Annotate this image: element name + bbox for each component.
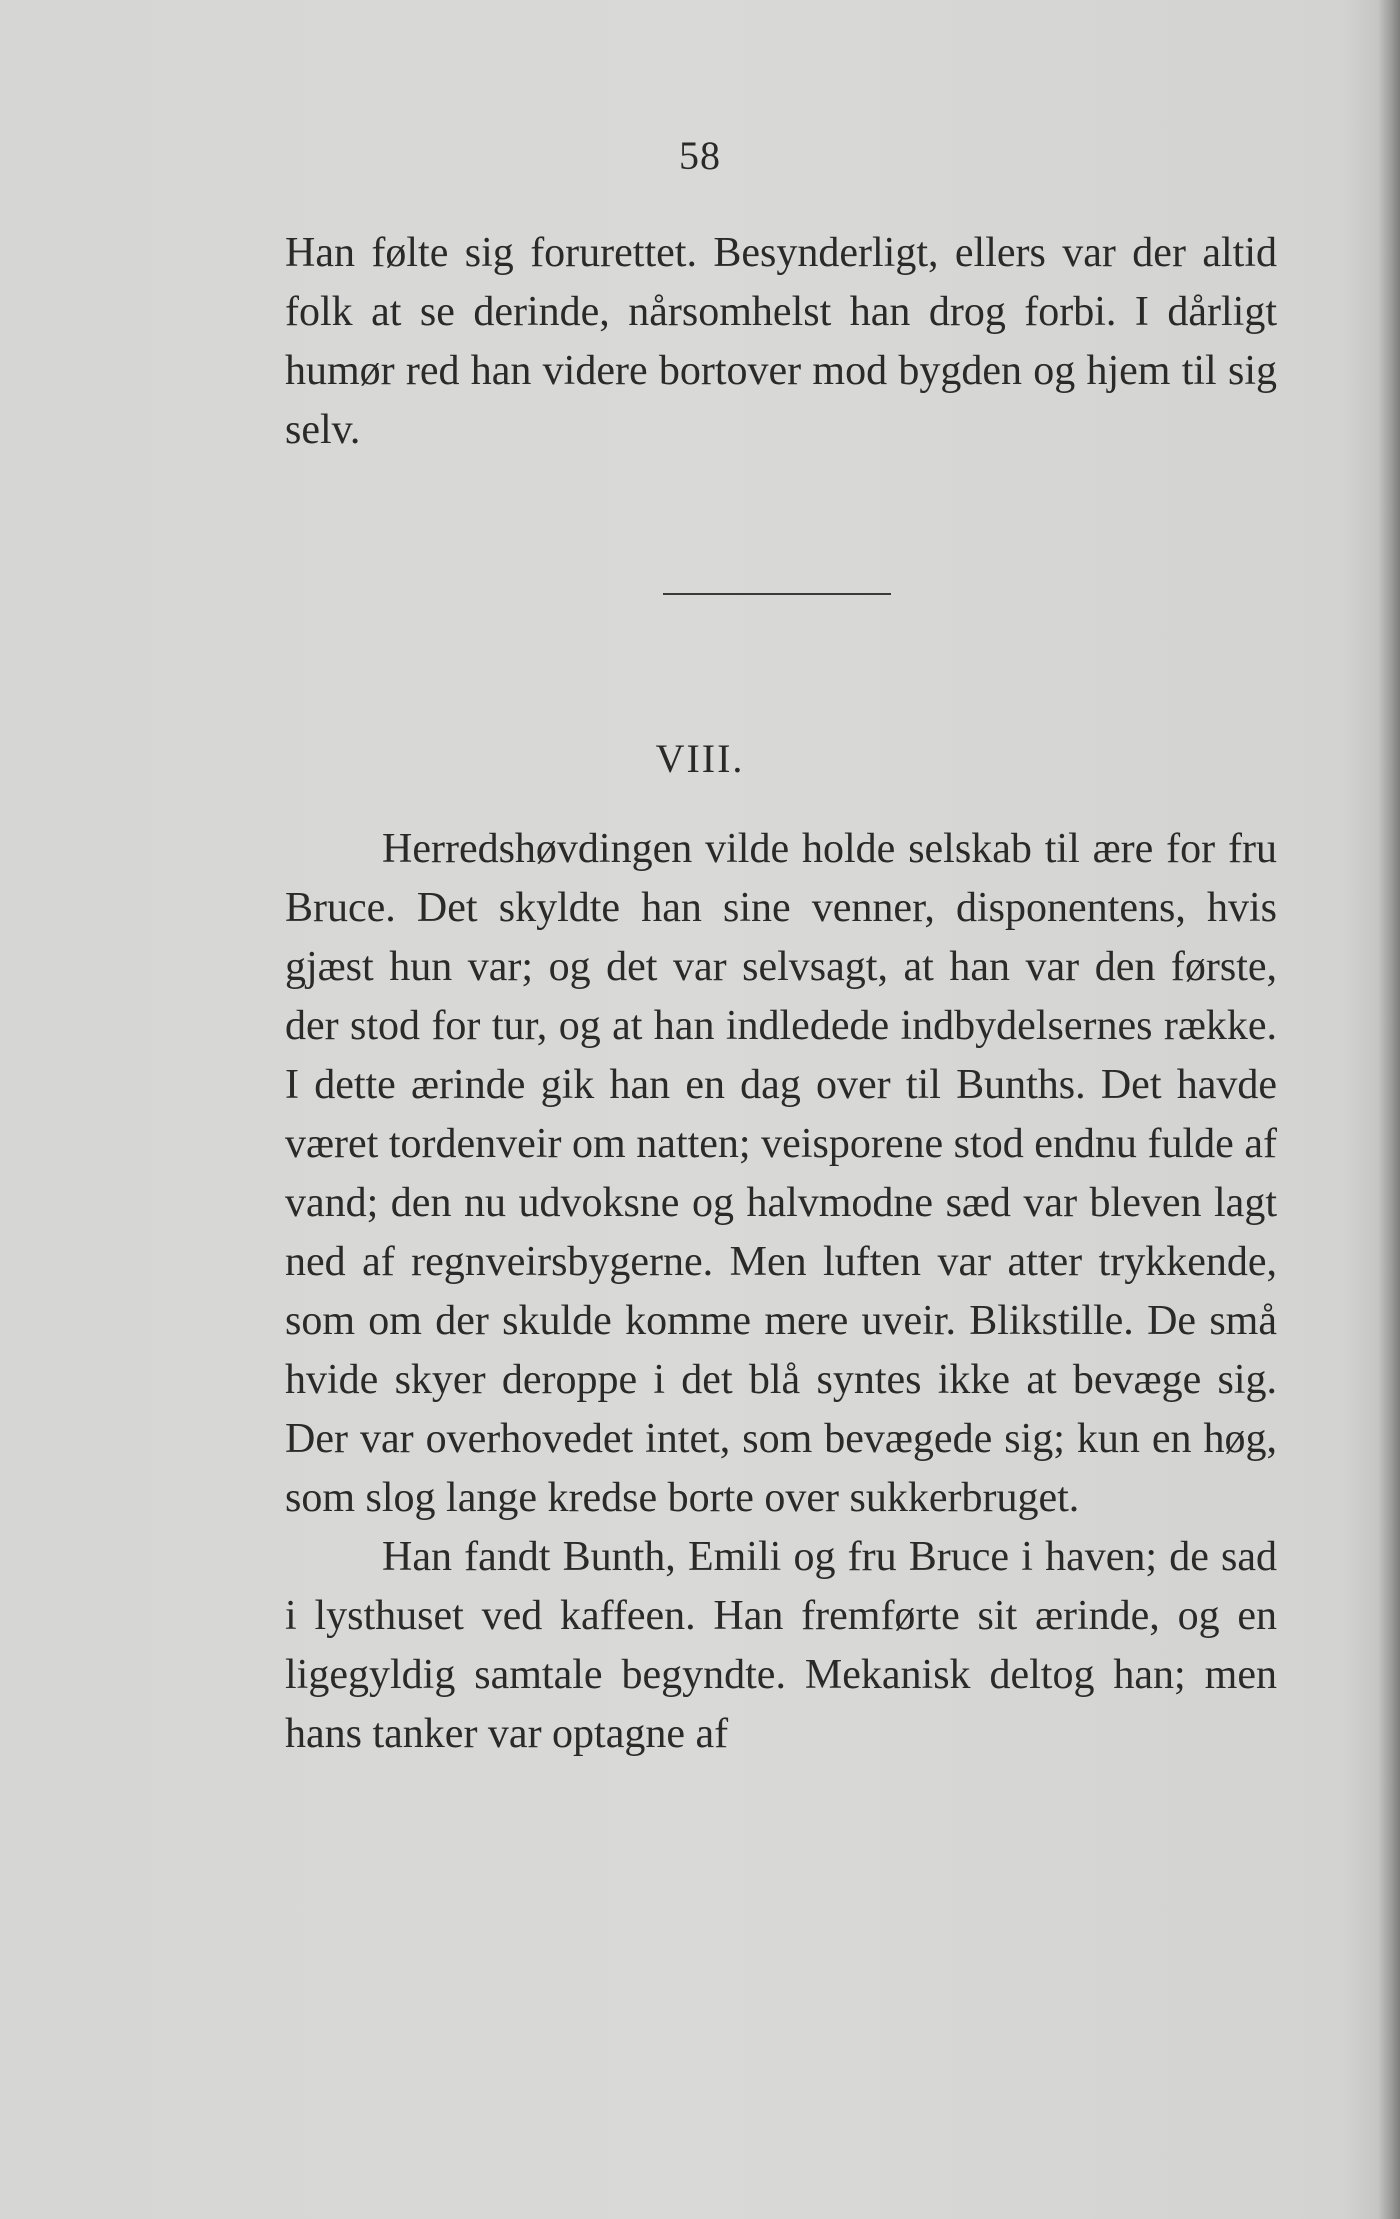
section-divider [663,593,891,595]
chapter-paragraph-1: Herredshøvdingen vilde holde selskab til ære for fru Bruce. Det skyldte han sine venner, disponentens, hvis gjæst hun var; og det var selvsagt, at han var den første, der stod for tur, og at han indledede indbydelsernes række. I dette ærinde gik han en dag over til Bunths. Det havde været tordenveir om natten; veisporene stod endnu fulde af vand; den nu udvoksne og halvmodne sæd var bleven lagt ned af regnveirsbygerne. Men luften var atter trykkende, som om der skulde komme mere uveir. Blikstille. De små hvide skyer deroppe i det blå syntes ikke at bevæge sig. Der var overhovedet intet, som bevægede sig; kun en høg, som slog lange kredse borte over sukkerbruget. [285,826,1277,1521]
chapter-text-block [285,820,1277,1764]
page-edge-shadow [1378,0,1400,2219]
continuation-text-block [285,224,1277,460]
chapter-heading: VIII. [655,736,745,781]
continuation-paragraph: Han følte sig forurettet. Besynderligt, ellers var der altid folk at se derinde, nårsomhelst han drog forbi. I dårligt humør red han videre bortover mod bygden og hjem til sig selv. [285,230,1277,453]
chapter-paragraph-2: Han fandt Bunth, Emili og fru Bruce i haven; de sad i lysthuset ved kaffeen. Han fremførte sit ærinde, og en ligegyldig samtale begyndte. Mekanisk deltog han; men hans tanker var optagne af [285,1534,1277,1757]
page-number: 58 [679,133,721,178]
